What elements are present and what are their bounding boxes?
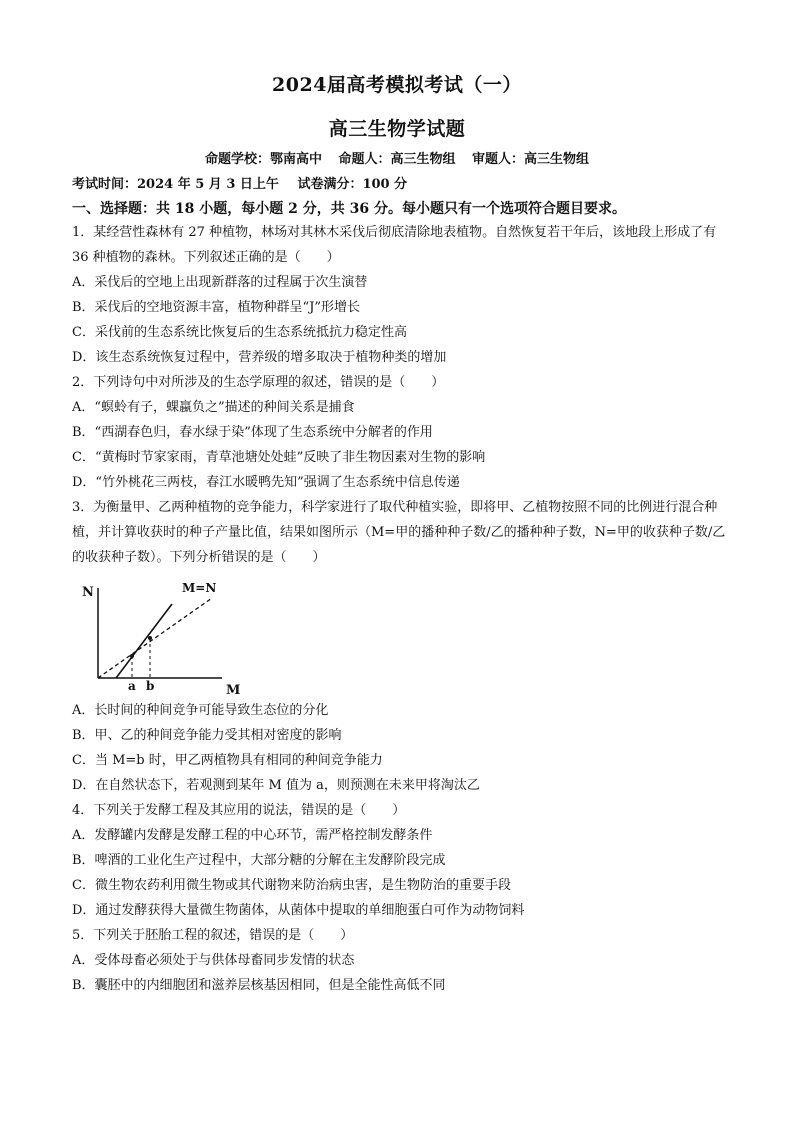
question-option: D．在自然状态下，若观测到某年 M 值为 a，则预测在未来甲将淘汰乙 — [72, 778, 480, 793]
question-option: A．发酵罐内发酵是发酵工程的中心环节，需严格控制发酵条件 — [72, 828, 433, 843]
question-stem: 2．下列诗句中对所涉及的生态学原理的叙述，错误的是（ ） — [72, 375, 445, 390]
m-equals-n-label: M=N — [182, 581, 217, 595]
full-score: 试卷满分：100 分 — [297, 177, 408, 192]
tick-a-label: a — [128, 679, 136, 693]
question-stem: 5．下列关于胚胎工程的叙述，错误的是（ ） — [72, 928, 354, 943]
exam-meta — [0, 148, 794, 167]
question-option: B．采伐后的空地资源丰富，植物种群呈“J”形增长 — [72, 300, 361, 315]
question-option: B．囊胚中的内细胞团和滋养层核基因相同，但是全能性高低不同 — [72, 978, 446, 993]
question-option: A．采伐后的空地上出现新群落的过程属于次生演替 — [72, 275, 368, 290]
meta-author: 命题人：高三生物组 — [338, 152, 456, 167]
tick-b-label: b — [146, 679, 155, 693]
question-option: A．长时间的种间竞争可能导致生态位的分化 — [72, 703, 329, 718]
question-stem: 3．为衡量甲、乙两种植物的竞争能力，科学家进行了取代种植实验，即将甲、乙植物按照不同的比例进行混合种植，并计算收获时的种子产量比值，结果如图所示（M=甲的播种种子数/乙的播种种子数，N=甲的收获种子数/乙的收获种子数）。下列分析错误的是（ ） — [72, 500, 726, 565]
subject-title: 高三生物学试题 — [328, 118, 466, 140]
exam-time: 考试时间：2024 年 5 月 3 日上午 — [72, 177, 279, 192]
exam-time-line — [72, 173, 421, 192]
m-equals-n-line — [98, 598, 212, 678]
question-option: B．“西湖春色归，春水绿于染”体现了生态系统中分解者的作用 — [72, 425, 433, 440]
question-option: B．甲、乙的种间竞争能力受其相对密度的影响 — [72, 728, 342, 743]
question-option: A．受体母畜必须处于与供体母畜同步发情的状态 — [72, 953, 355, 968]
x-axis-label: M — [226, 683, 241, 694]
section-heading: 一、选择题：共 18 小题，每小题 2 分，共 36 分。每小题只有一个选项符合题目要求。 — [72, 201, 626, 217]
question-option: D．“竹外桃花三两枝，春江水暖鸭先知”强调了生态系统中信息传递 — [72, 475, 460, 490]
exam-title: 2024届高考模拟考试（一） — [272, 74, 522, 96]
question-option: C．当 M=b 时，甲乙两植物具有相同的种间竞争能力 — [72, 753, 383, 768]
experimental-line — [116, 604, 172, 678]
question-stem: 1．某经营性森林有 27 种植物，林场对其林木采伐后彻底清除地表植物。自然恢复若干年后，该地段上形成了有 36 种植物的森林。下列叙述正确的是（ ） — [72, 225, 717, 265]
question-option: C．微生物农药利用微生物或其代谢物来防治病虫害，是生物防治的重要手段 — [72, 878, 511, 893]
question-option: D．通过发酵获得大量微生物菌体，从菌体中提取的单细胞蛋白可作为动物饲料 — [72, 903, 525, 918]
competition-figure — [72, 576, 252, 694]
meta-school: 命题学校：鄂南高中 — [204, 152, 322, 167]
question-option: D．该生态系统恢复过程中，营养级的增多取决于植物种类的增加 — [72, 350, 447, 365]
question-option: B．啤酒的工业化生产过程中，大部分糖的分解在主发酵阶段完成 — [72, 853, 446, 868]
question-option: C．“黄梅时节家家雨，青草池塘处处蛙”反映了非生物因素对生物的影响 — [72, 450, 486, 465]
question-list — [72, 220, 728, 998]
question-option: C．采伐前的生态系统比恢复后的生态系统抵抗力稳定性高 — [72, 325, 407, 340]
meta-reviewer: 审题人：高三生物组 — [472, 152, 590, 167]
y-axis-label: N — [82, 585, 94, 600]
question-stem: 4．下列关于发酵工程及其应用的说法，错误的是（ ） — [72, 803, 406, 818]
question-option: A．“螟蛉有子，蜾蠃负之”描述的种间关系是捕食 — [72, 400, 355, 415]
